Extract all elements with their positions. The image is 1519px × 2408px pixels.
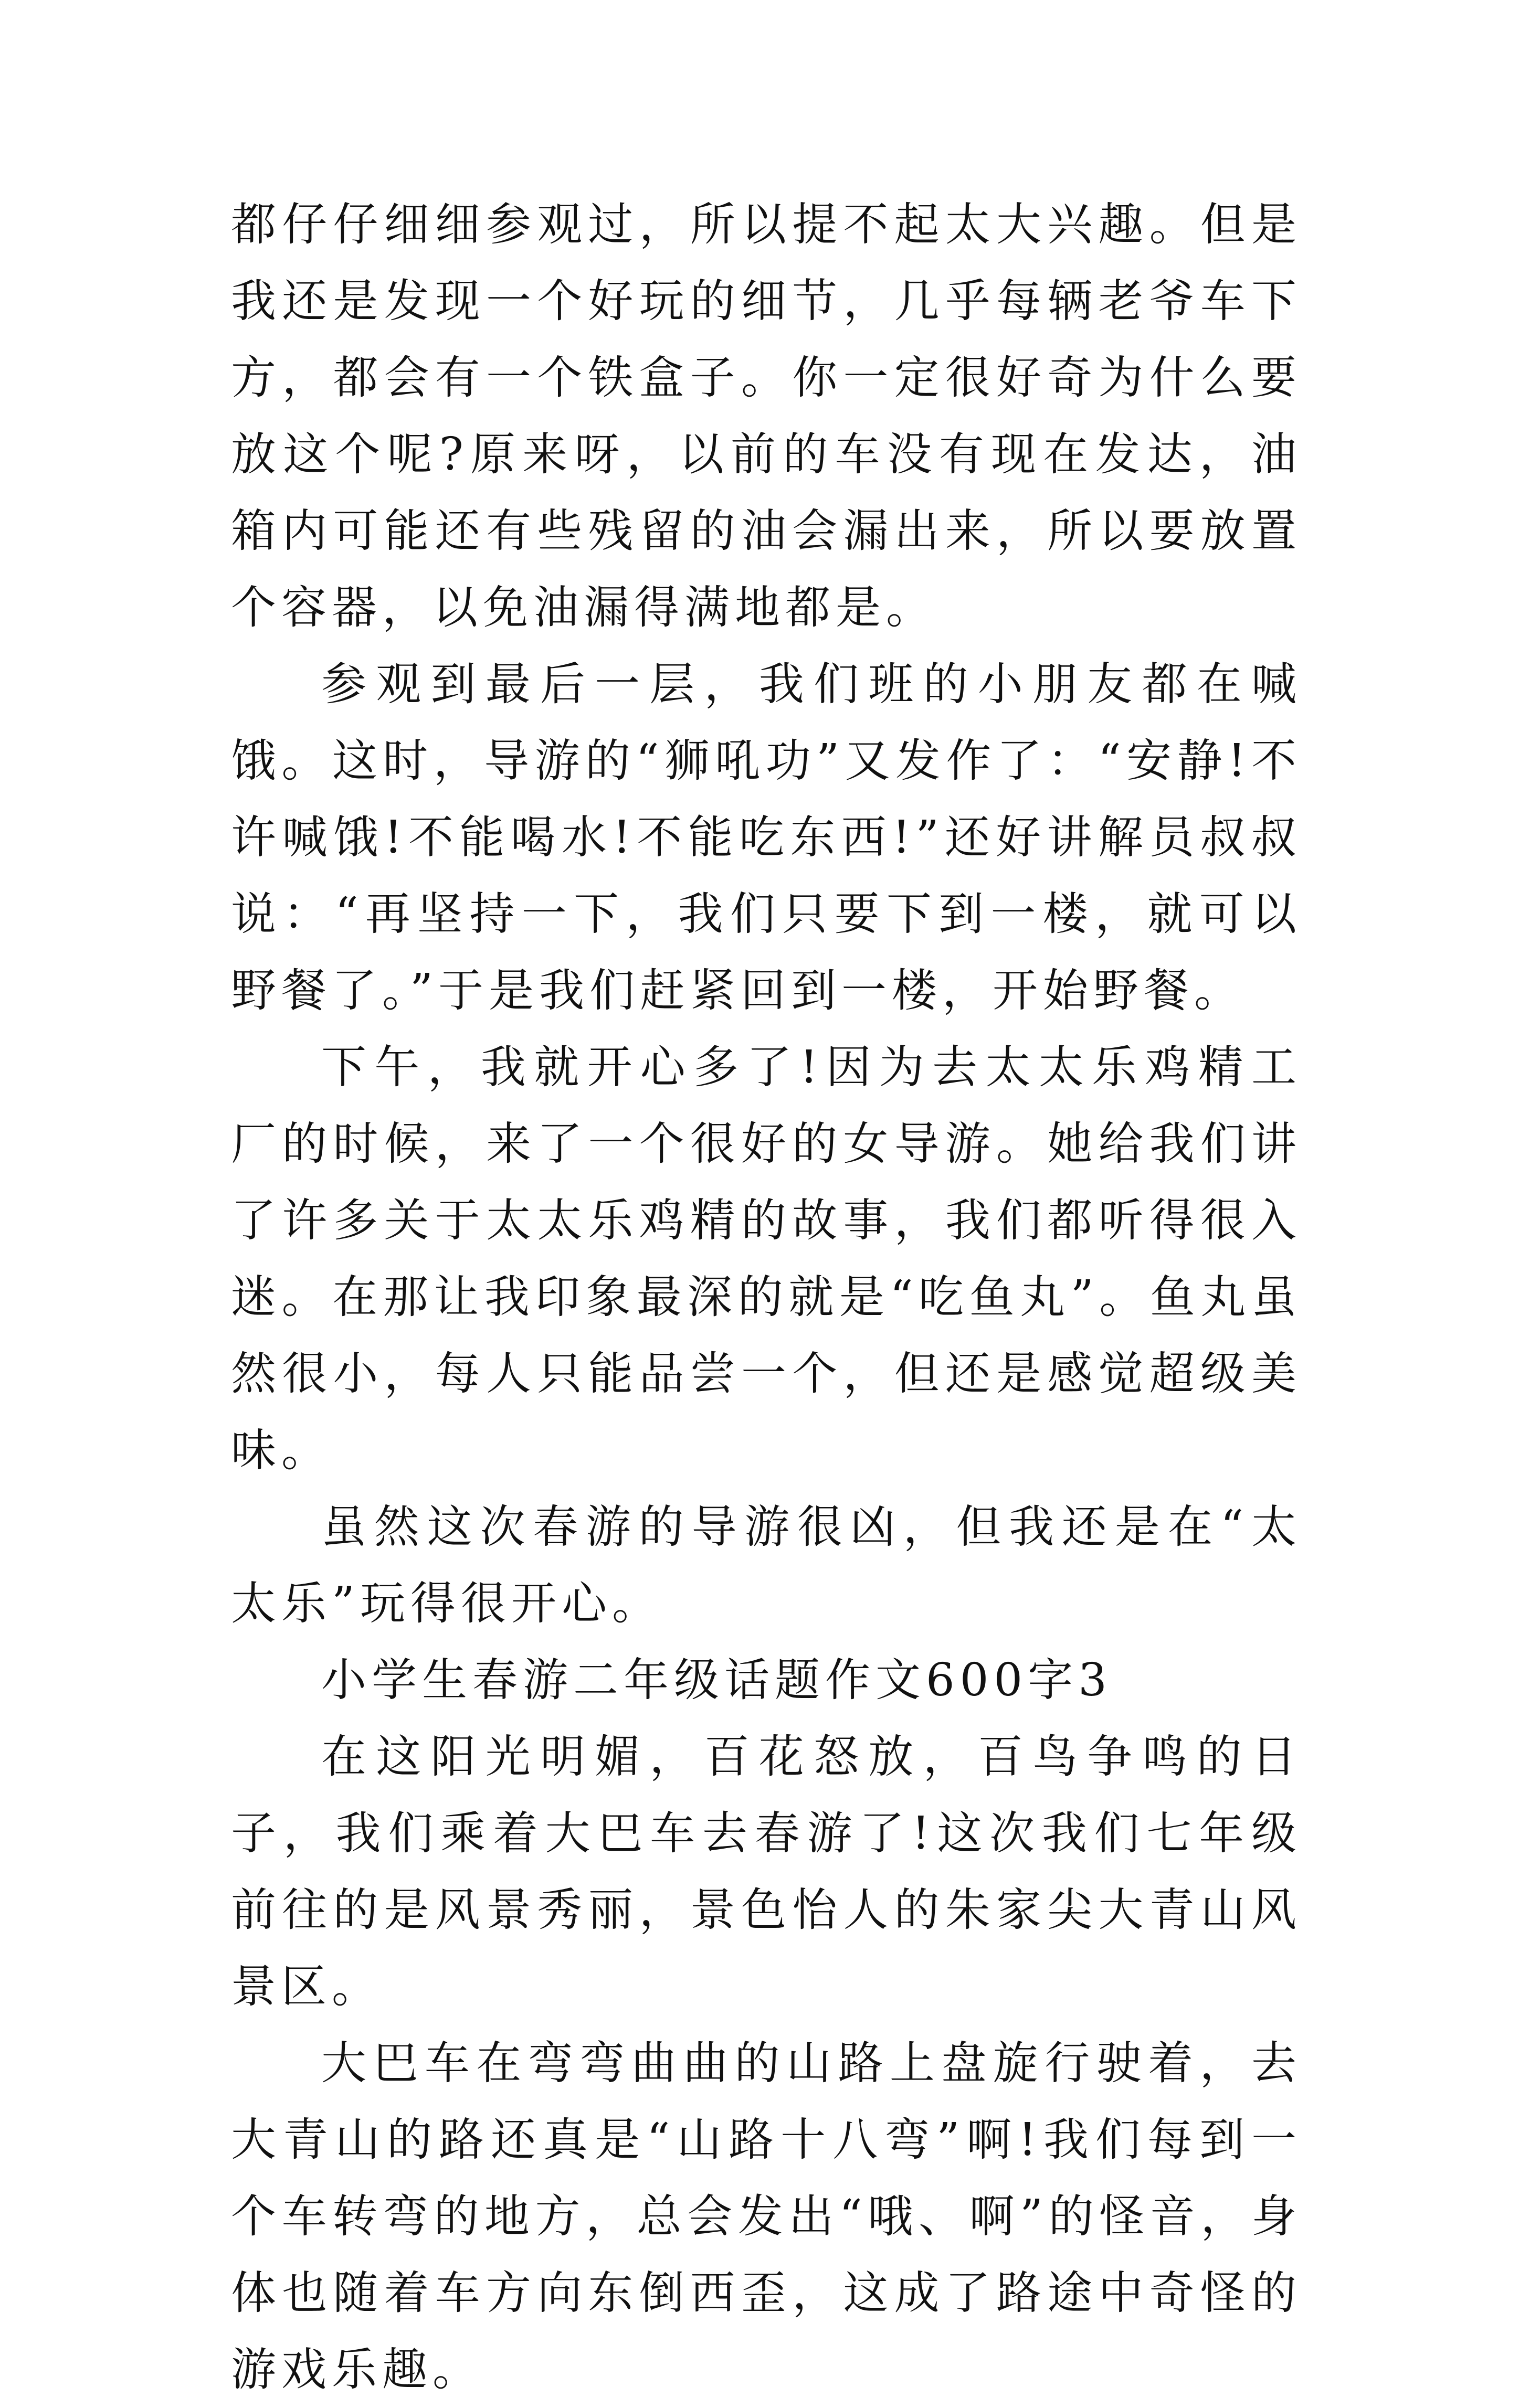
essay-heading: 小学生春游二年级话题作文600字3	[321, 1654, 1112, 1706]
paragraph-continuation: 都仔仔细细参观过，所以提不起太大兴趣。但是我还是发现一个好玩的细节，几乎每辆老爷车下方，都会有一个铁盒子。你一定很好奇为什么要放这个呢?原来呀，以前的车没有现在发达，油箱内可能还有些残留的油会漏出来，所以要放置个容器，以免油漏得满地都是。	[231, 198, 1302, 634]
paragraph-spring-trip-intro: 在这阳光明媚，百花怒放，百鸟争鸣的日子，我们乘着大巴车去春游了!这次我们七年级前往的是风景秀丽，景色怡人的朱家尖大青山风景区。	[231, 1731, 1302, 2013]
essay-body	[231, 186, 1302, 2408]
paragraph-bus-ride: 大巴车在弯弯曲曲的山路上盘旋行驶着，去大青山的路还真是“山路十八弯”啊!我们每到一个车转弯的地方，总会发出“哦、啊”的怪音，身体也随着车方向东倒西歪，这成了路途中奇怪的游戏乐趣。	[231, 2037, 1302, 2396]
paragraph-conclusion: 虽然这次春游的导游很凶，但我还是在“太太乐”玩得很开心。	[231, 1501, 1302, 1630]
paragraph-museum-last-floor: 参观到最后一层，我们班的小朋友都在喊饿。这时，导游的“狮吼功”又发作了：“安静!不许喊饿!不能喝水!不能吃东西!”还好讲解员叔叔说：“再坚持一下，我们只要下到一楼，就可以野餐了。”于是我们赶紧回到一楼，开始野餐。	[231, 658, 1302, 1017]
paragraph-afternoon-factory: 下午，我就开心多了!因为去太太乐鸡精工厂的时候，来了一个很好的女导游。她给我们讲了许多关于太太乐鸡精的故事，我们都听得很入迷。在那让我印象最深的就是“吃鱼丸”。鱼丸虽然很小，每人只能品尝一个，但还是感觉超级美味。	[231, 1041, 1302, 1477]
